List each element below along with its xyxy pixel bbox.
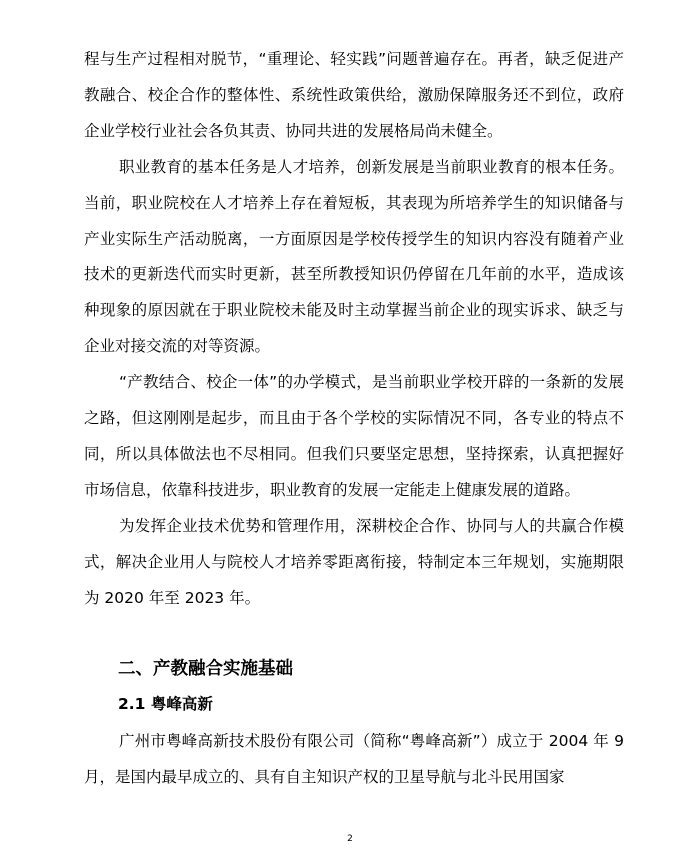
paragraph-school-enterprise-model: “产教结合、校企一体”的办学模式，是当前职业学校开辟的一条新的发展之路，但这刚刚是起步，而且由于各个学校的实际情况不同，各专业的特点不同，所以具体做法也不尽相同。但我们只要坚定思想，坚持探索，认真把握好市场信息，依靠科技进步，职业教育的发展一定能走上健康发展的道路。 <box>84 373 624 499</box>
subsection-body <box>84 724 624 796</box>
paragraph-company-intro: 广州市粤峰高新技术股份有限公司（简称“粤峰高新”）成立于 2004 年 9 月，是国内最早成立的、具有自主知识产权的卫星导航与北斗民用国家 <box>84 732 624 786</box>
paragraph-vocational-education-task: 职业教育的基本任务是人才培养，创新发展是当前职业教育的根本任务。当前，职业院校在人才培养上存在着短板，其表现为所培养学生的知识储备与产业实际生产活动脱离，一方面原因是学校传授学生的知识内容没有随着产业技术的更新迭代而实时更新，甚至所教授知识仍停留在几年前的水平，造成该种现象的原因就在于职业院校未能及时主动掌握当前企业的现实诉求、缺乏与企业对接交流的对等资源。 <box>84 157 624 356</box>
section-heading: 二、产教融合实施基础 <box>118 659 293 679</box>
paragraph-three-year-plan: 为发挥企业技术优势和管理作用，深耕校企合作、协同与人的共赢合作模式，解决企业用人与院校人才培养零距离衔接，特制定本三年规划，实施期限为 2020 年至 2023 年。 <box>84 516 624 607</box>
subsection-heading: 2.1 粤峰高新 <box>118 695 213 713</box>
body-text-block <box>84 42 624 617</box>
paragraph-continued: 程与生产过程相对脱节，“重理论、轻实践”问题普遍存在。再者，缺乏促进产教融合、校企合作的整体性、系统性政策供给，激励保障服务还不到位，政府企业学校行业社会各负其责、协同共进的发展格局尚未健全。 <box>84 50 624 140</box>
page-number: 2 <box>347 834 353 844</box>
